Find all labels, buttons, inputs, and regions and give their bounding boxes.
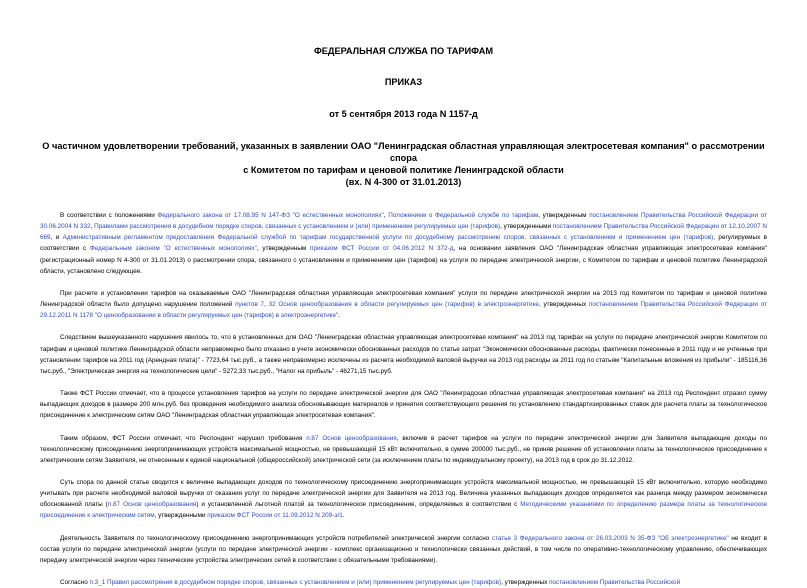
document-link[interactable]: пунктов 7	[235, 301, 265, 309]
document-link[interactable]: постановлением Правительства Российской Федерации от 12.10.2007 N 669	[40, 223, 767, 242]
paragraph-text: Деятельность Заявителя по технологическому присоединению энергопринимающих устройств потребителей электрической энергии согласно	[60, 534, 492, 542]
paragraph-text: , утвержденным	[256, 245, 311, 253]
paragraph-text: Таким образом, ФСТ России отмечает, что Респондент нарушил требования	[60, 434, 307, 442]
body-paragraph	[40, 433, 767, 466]
document-link[interactable]: Положением о Федеральной службе по тарифам	[388, 212, 539, 219]
document-link[interactable]: п.3_1 Правил рассмотрения в досудебном порядке споров, связанных с установлением и (или) применением регулируемых цен (тарифов)	[89, 579, 502, 587]
paragraph-text: , и	[50, 234, 63, 242]
title-line: с Комитетом по тарифам и ценовой политике Ленинградской области	[243, 165, 564, 175]
document-link[interactable]: постановлением Правительства Российской Федерации от 30.06.2004 N 332	[40, 212, 768, 231]
paragraph-text: , утвержденными	[500, 223, 553, 231]
date-number-heading: от 5 сентября 2013 года N 1157-д	[329, 109, 478, 119]
document-title	[40, 140, 767, 188]
paragraph-text: , утвержденным	[538, 212, 590, 219]
document-link[interactable]: Правилами рассмотрения в досудебном порядке споров, связанных с установлением и (или) применением регулируемых цен (тарифов)	[94, 223, 501, 231]
body-paragraph	[40, 288, 767, 321]
doctype-heading: ПРИКАЗ	[384, 77, 423, 87]
document-body	[40, 210, 767, 588]
paragraph-text: При расчете и установлении тарифов на оказываемые ОАО "Ленинградская областная управляющая электросетевая компания" услуги по передаче электрической энергии на 2013 год Комитетом по тарифам и ценовой политике Ленинградской области было допущено нарушение положений	[40, 289, 767, 309]
document-link[interactable]: п.87 Основ ценообразования	[107, 501, 197, 509]
body-paragraph	[40, 210, 767, 277]
document-link[interactable]: приказом ФСТ России от 04.06.2012 N 372-д	[310, 245, 454, 253]
paragraph-text: , на основании заявления ОАО "Ленинградская областная управляющая электросетевая компания" (регистрационный номер N 4-300 от 31.01.2013) о рассмотрении спора, связанного с установлением и применением цен (тарифов) на услуги по передаче электрической энергии, с Комитетом по тарифам и ценовой политике Ленинградской области, установлено следующее.	[40, 245, 768, 275]
document-link[interactable]: п.87 Основ ценообразования	[306, 434, 397, 442]
body-paragraph	[40, 533, 767, 566]
title-line: О частичном удовлетворении требований, указанных в заявлении ОАО "Ленинградская областная управляющая электросетевая компания" о рассмотрении спора	[42, 141, 765, 163]
paragraph-text: ,	[90, 223, 95, 231]
document-link[interactable]: Административным регламентом предоставления Федеральной службой по тарифам государственной услуги по досудебному рассмотрению споров, связанных с установлением и применением цен (тарифов)	[62, 234, 714, 242]
document-link[interactable]: Федеральным законом "О естественных монополиях"	[89, 245, 257, 253]
paragraph-gap	[40, 522, 767, 533]
paragraph-text: ) и установленной льготной платой за технологическое присоединение, определяемых в соответствии с	[196, 501, 521, 509]
body-paragraph	[40, 477, 767, 522]
paragraph-gap	[40, 277, 767, 288]
paragraph-text: , регулируемых в соответствии с	[40, 234, 767, 253]
paragraph-text: Также ФСТ России отмечает, что в процессе установления тарифов на услуги по передаче электрической энергии для ОАО "Ленинградская областная управляющая электросетевая компания" на 2013 год Респондент отразил сумму выпадающих доходов в размере 200 млн.руб. без проведения необходимого анализа обосновывающих материалов и принятия соответствующего решения по установлению стандартизированных ставок для расчета платы за технологическое присоединение к электрическим сетям ОАО "Ленинградская областная управляющая электросетевая компания".	[40, 390, 767, 420]
paragraph-gap	[40, 422, 767, 433]
paragraph-gap	[40, 566, 767, 577]
document-link[interactable]: Методическими указаниями по определению размера платы за технологическое присоединение к электрическим сетям	[40, 501, 768, 520]
paragraph-text: , утвержденных	[538, 301, 589, 309]
paragraph-text: не входит в состав услуги по передаче электрической энергии (услуги по передаче электрической энергии - комплекс организационно и технологически связанных действий, в том числе по оперативно-технологическому управлению, обеспечивающих передачу электрической энергии через технические устройства электрических сетей в соответствии с обязательными требованиями).	[40, 534, 768, 564]
document-link[interactable]: приказом ФСТ России от 11.09.2012 N 209-э/1	[207, 512, 343, 520]
paragraph-gap	[40, 377, 767, 388]
paragraph-text: ,	[264, 301, 269, 309]
paragraph-text: , утвержденных	[501, 579, 550, 587]
document-link[interactable]: статье 3 Федерального закона от 26.03.2003 N 35-ФЗ "Об электроэнергетике"	[491, 534, 729, 542]
body-paragraph	[40, 388, 767, 421]
title-line: (вх. N 4-300 от 31.01.2013)	[345, 177, 462, 187]
document-link[interactable]: 32 Основ ценообразования в области регулируемых цен (тарифов) в электроэнергетике	[268, 301, 539, 309]
paragraph-text: .	[342, 512, 345, 520]
document-link[interactable]: постановлением Правительства Российской Федерации от 29.12.2011 N 1178 "О ценообразовании в области регулируемых цен (тарифов) в электроэнергетике"	[40, 301, 768, 320]
paragraph-text: Суть спора по данной статье сводится к величине выпадающих доходов по технологическому присоединению энергопринимающих устройств максимальной мощностью, не превышающей 15 кВт включительно, которую необходимо учитывать при расчете необходимой валовой выручки от оказания услуг по передаче электрической энергии для Заявителя на 2013 год. Величина указанных выпадающих доходов определяется как разница между размером экономически обоснованной платы (	[40, 478, 767, 509]
paragraph-text: В соответствии с положениями	[60, 212, 158, 219]
paragraph-text: Следствием вышеуказанного нарушения явилось то, что в установленных для ОАО "Ленинградская областная управляющая электросетевая компания" на 2013 год тарифах на услуги по передаче электрической энергии Комитетом по тарифам и ценовой политике Ленинградской области неправомерно было отказано в учете экономически обоснованных расходов по статье затрат "Экономически обоснованные расходы, фактически понесенные в 2011 году и не учтенные при установлении тарифов на 2011 год (Арендная плата)" - 7723,64 тыс.руб., а также неправомерно исключены из расчета необходимой валовой выручки на 2013 год расходы за 2011 год по статьям "Капитальные вложения из прибыли" - 185116,36 тыс.руб., "Электрическая энергия на технологические цели" - 5272,33 тыс.руб., "Налог на прибыль" - 46271,15 тыс.руб.	[40, 334, 767, 375]
paragraph-gap	[40, 321, 767, 332]
paragraph-text: , утвержденными	[154, 512, 208, 520]
paragraph-text: ,	[383, 212, 389, 219]
document-link[interactable]: Федерального закона от 17.08.95 N 147-ФЗ "О естественных монополиях"	[157, 212, 384, 219]
paragraph-text: Согласно	[60, 579, 90, 587]
document-link[interactable]: постановлением Правительства Российской	[549, 579, 681, 587]
body-paragraph	[40, 577, 767, 588]
paragraph-text: .	[338, 312, 341, 320]
body-paragraph	[40, 332, 767, 377]
paragraph-text: , включив в расчет тарифов на услуги по передаче электрической энергии для Заявителя выпадающие доходы по технологическому присоединению энергопринимающих устройств максимальной мощностью, не превышающей 15 кВт включительно, в сумме 200000 тыс.руб., не приняв решение об установлении платы за технологическое присоединение к электрическим сетям Заявителя, не отнесенным к единой национальной (общероссийской) электрической сети (за исключением платы по индивидуальному проекту), на 2013 год в срок до 31.12.2012.	[40, 434, 767, 464]
paragraph-gap	[40, 466, 767, 477]
agency-heading: ФЕДЕРАЛЬНАЯ СЛУЖБА ПО ТАРИФАМ	[313, 46, 494, 56]
